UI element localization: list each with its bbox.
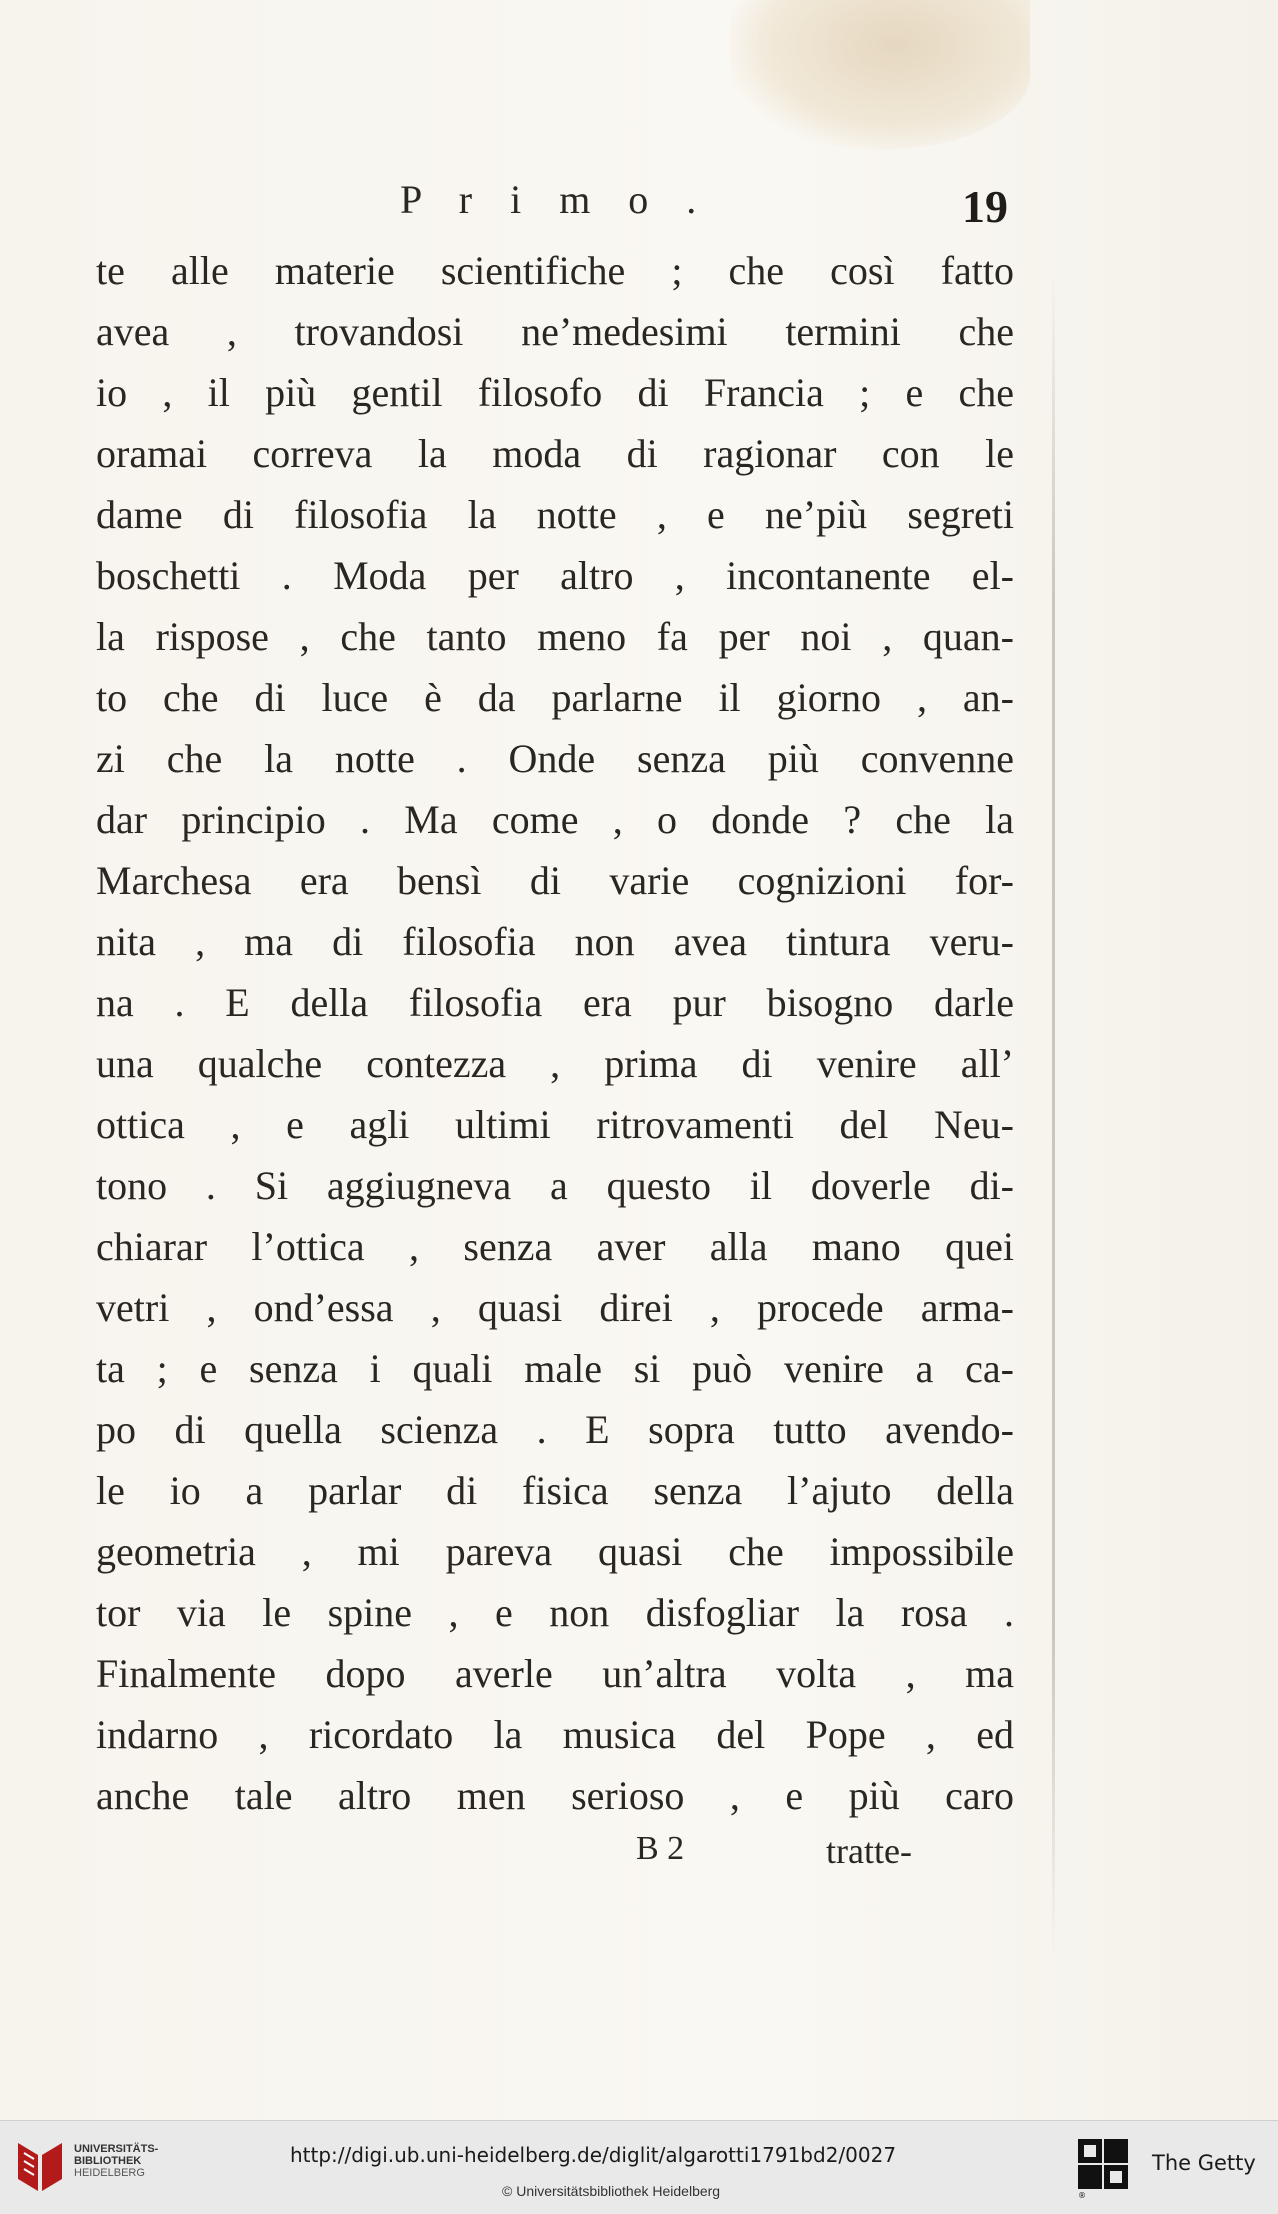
viewer-footer [0,2120,1278,2214]
text-line: una qualche contezza , prima di venire all’ [96,1041,1014,1086]
university-library-logo-icon [12,2137,68,2197]
paper-stain [730,0,1030,150]
library-name-line-2: BIBLIOTHEK [74,2155,142,2167]
text-line: te alle materie scientifiche ; che così fatto [96,248,1014,293]
signature-mark: B 2 [636,1830,685,1867]
text-line: avea , trovandosi ne’medesimi termini che [96,309,1014,354]
text-line: indarno , ricordato la musica del Pope , ed [96,1712,1014,1757]
text-line: po di quella scienza . E sopra tutto avendo- [96,1407,1014,1452]
text-line: io , il più gentil filosofo di Francia ; e che [96,370,1014,415]
text-line: na . E della filosofia era pur bisogno darle [96,980,1014,1025]
body-text [96,240,1014,1826]
text-line: anche tale altro men serioso , e più caro [96,1773,1014,1818]
text-line: dame di filosofia la notte , e ne’più segreti [96,492,1014,537]
registered-mark: ® [1078,2191,1086,2199]
page-number: 19 [962,181,1008,232]
text-line: to che di luce è da parlarne il giorno , an- [96,675,1014,720]
library-name-line-3: HEIDELBERG [74,2167,145,2179]
getty-logo-icon [1076,2137,1130,2199]
text-line: ta ; e senza i quali male si può venire a ca- [96,1346,1014,1391]
library-name-line-1: UNIVERSITÄTS- [74,2143,159,2155]
library-name [74,2143,158,2179]
text-line: vetri , ond’essa , quasi direi , procede arma- [96,1285,1014,1330]
page-edge-shadow [1052,270,1055,1960]
text-line: geometria , mi pareva quasi che impossibile [96,1529,1014,1574]
partner-name: The Getty [1152,2151,1256,2175]
running-head: P r i m o . [400,177,711,222]
text-line: zi che la notte . Onde senza più convenne [96,736,1014,781]
text-line: dar principio . Ma come , o donde ? che la [96,797,1014,842]
text-line: tono . Si aggiugneva a questo il doverle di- [96,1163,1014,1208]
text-line: ottica , e agli ultimi ritrovamenti del Neu- [96,1102,1014,1147]
catchword: tratte- [826,1831,912,1871]
text-line: chiarar l’ottica , senza aver alla mano quei [96,1224,1014,1269]
text-line: la rispose , che tanto meno fa per noi , quan- [96,614,1014,659]
text-line: boschetti . Moda per altro , incontanente el- [96,553,1014,598]
text-line: le io a parlar di fisica senza l’ajuto della [96,1468,1014,1513]
text-line: Marchesa era bensì di varie cognizioni for- [96,858,1014,903]
permalink-url[interactable]: http://digi.ub.uni-heidelberg.de/diglit/algarotti1791bd2/0027 [290,2143,897,2167]
text-line: Finalmente dopo averle un’altra volta , ma [96,1651,1014,1696]
text-line: oramai correva la moda di ragionar con le [96,431,1014,476]
text-line: tor via le spine , e non disfogliar la rosa . [96,1590,1014,1635]
copyright-notice: © Universitätsbibliothek Heidelberg [502,2183,721,2199]
text-line: nita , ma di filosofia non avea tintura veru- [96,919,1014,964]
